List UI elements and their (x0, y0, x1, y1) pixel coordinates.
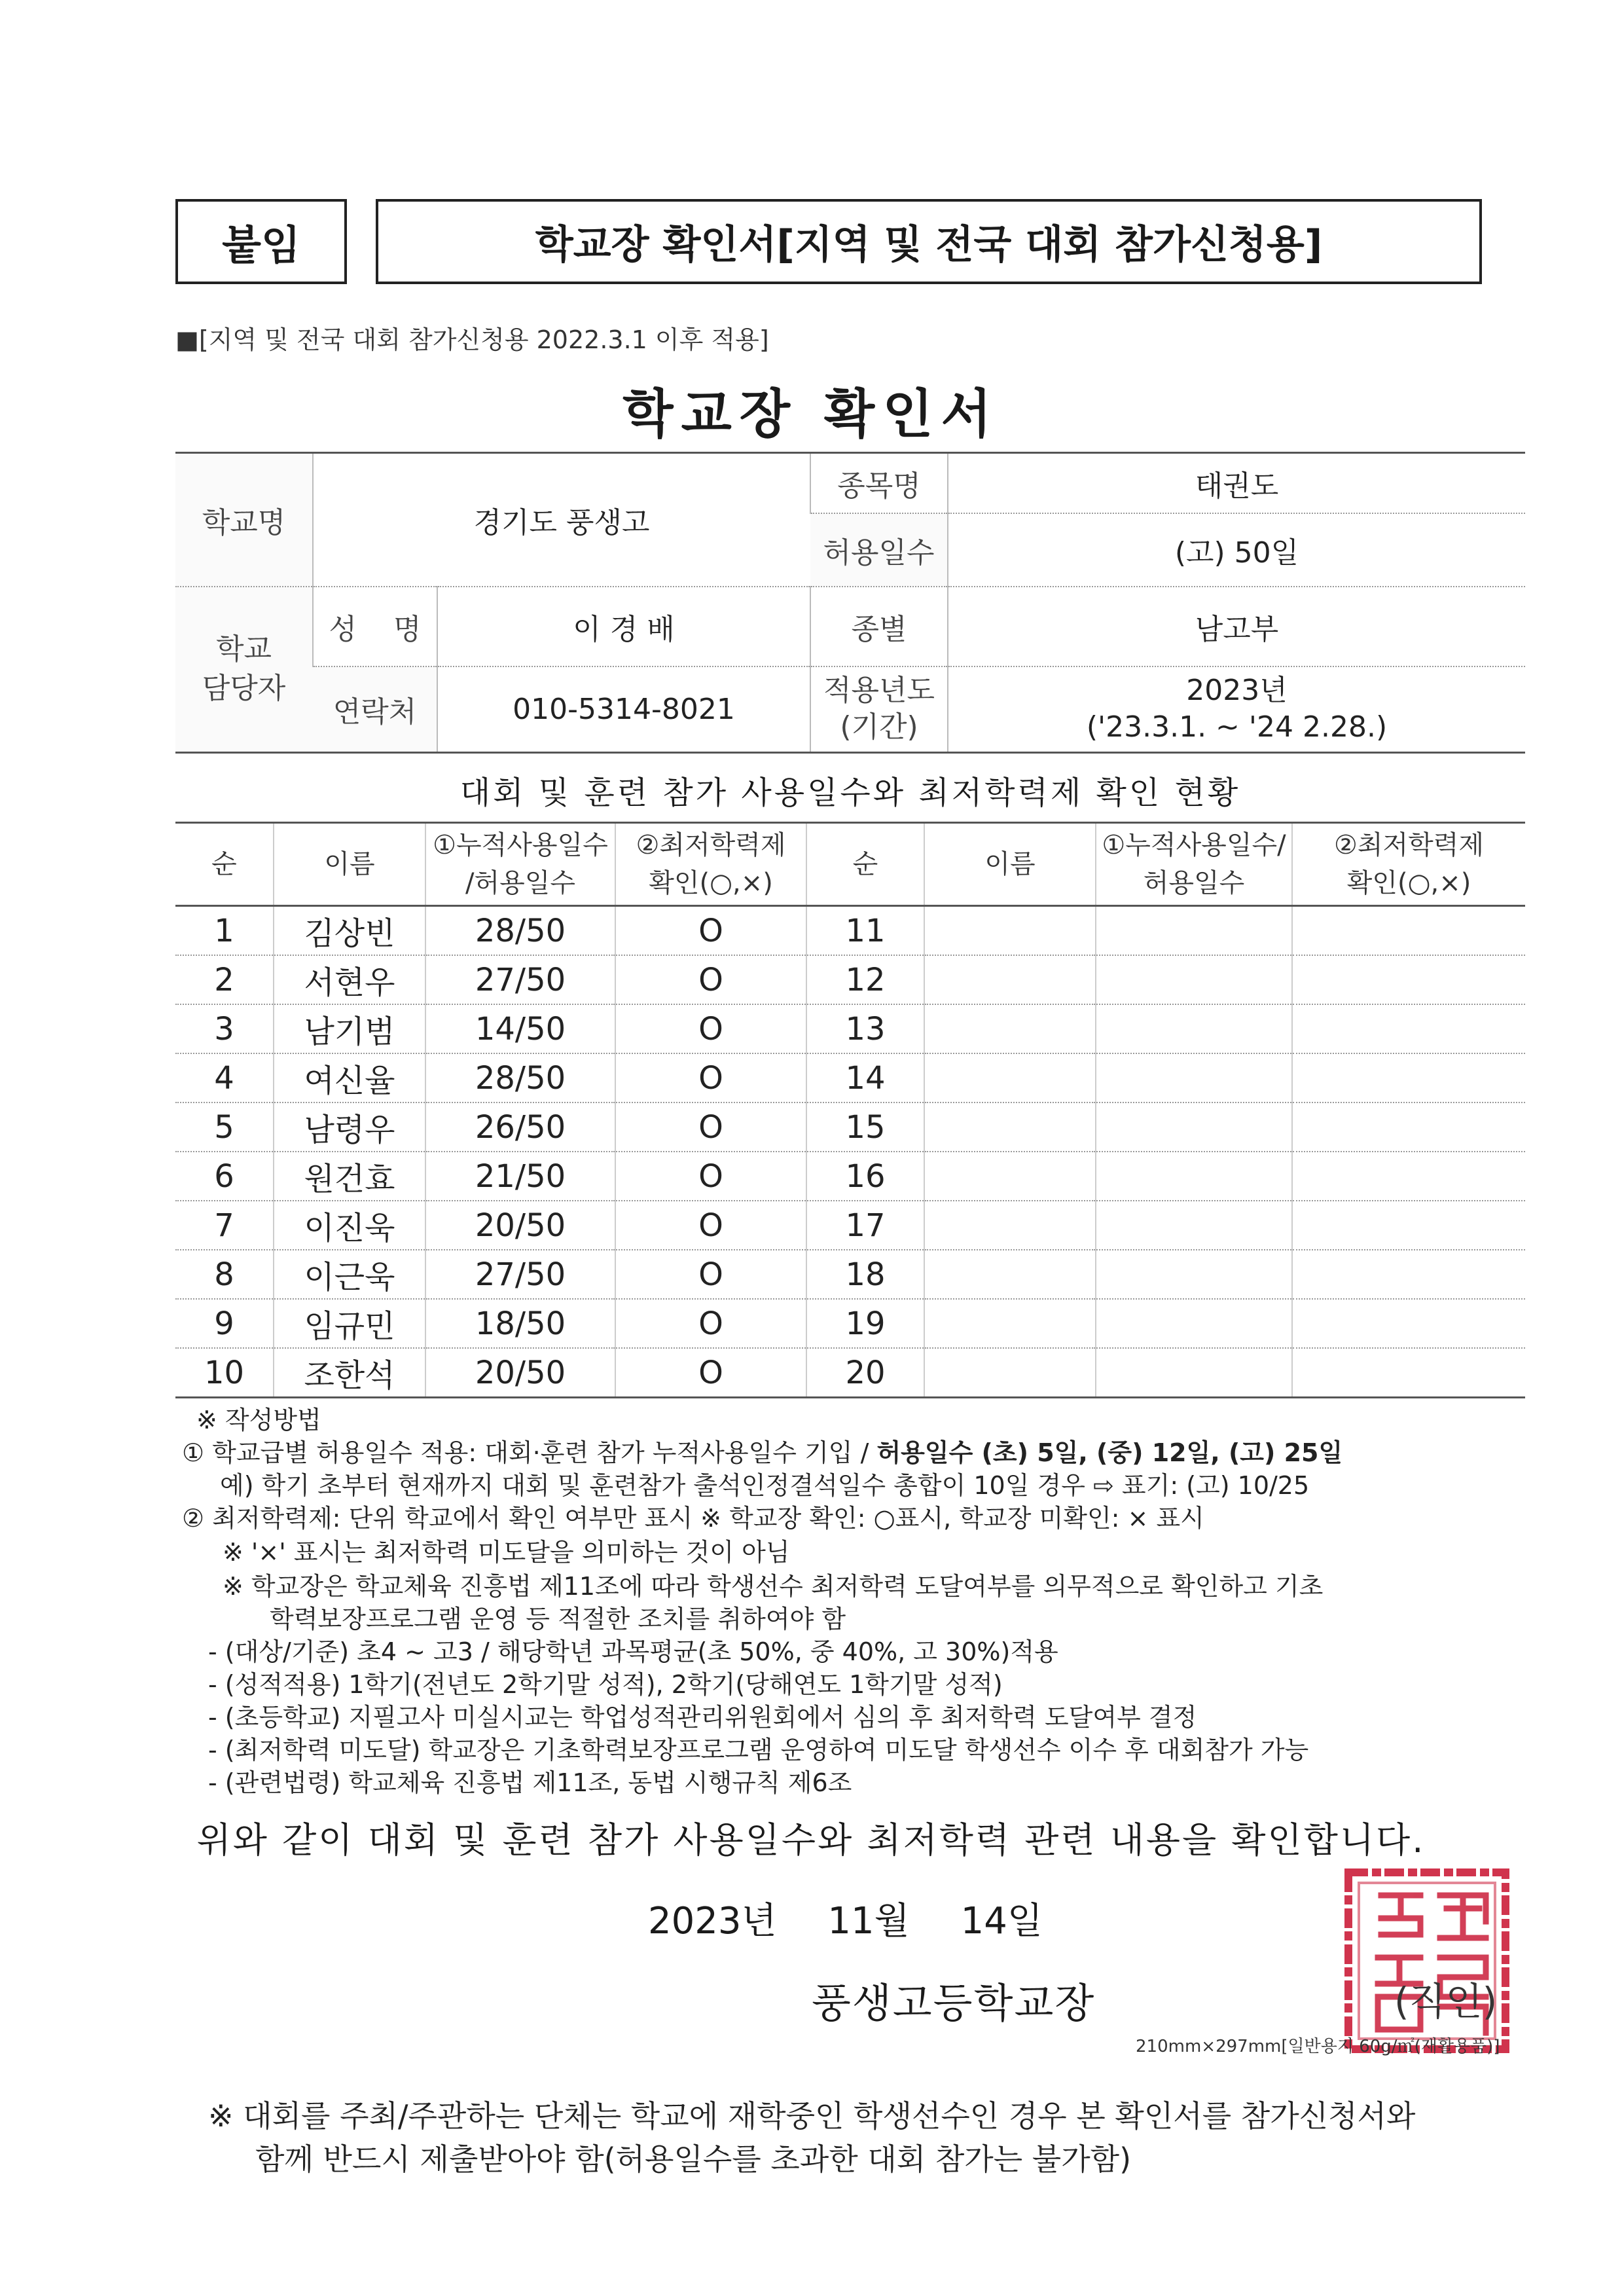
row-usage: 27/50 (425, 1250, 615, 1299)
col-usage: ①누적사용일수 /허용일수 (425, 824, 615, 906)
row-name-2 (924, 1348, 1096, 1398)
year-value: 2023년 ('23.3.1. ~ '24 2.28.) (948, 666, 1525, 753)
seal-label: (직인) (1394, 1979, 1498, 2024)
row-no: 2 (175, 955, 274, 1004)
col-name: 이름 (274, 824, 425, 906)
row-check-2 (1292, 1348, 1525, 1398)
submission-note-line-1: ※ 대회를 주최/주관하는 단체는 학교에 재학중인 학생선수인 경우 본 확인서를 참가신청서와 (208, 2098, 1416, 2134)
row-usage-2 (1096, 1299, 1292, 1348)
row-no: 1 (175, 906, 274, 956)
row-no: 5 (175, 1102, 274, 1152)
row-usage-2 (1096, 1201, 1292, 1250)
row-check: O (615, 906, 806, 956)
row-name-2 (924, 1201, 1096, 1250)
phone-value: 010-5314-8021 (437, 666, 810, 753)
document-header-title: 학교장 확인서[지역 및 전국 대회 참가신청용] (376, 199, 1482, 284)
table-row (175, 1102, 1525, 1152)
table-row (175, 1004, 1525, 1053)
row-usage: 21/50 (425, 1152, 615, 1201)
phone-label: 연락처 (313, 666, 437, 753)
school-value: 경기도 풍생고 (313, 453, 810, 587)
row-no-2: 19 (806, 1299, 924, 1348)
row-usage-2 (1096, 1102, 1292, 1152)
table-row (175, 906, 1525, 956)
row-name-2 (924, 1250, 1096, 1299)
paper-size-note: 210mm×297mm[일반용지 60g/㎡(재활용품)] (1136, 2037, 1500, 2056)
note-1-example: 예) 학기 초부터 현재까지 대회 및 훈련참가 출석인정결석일수 총합이 10일 경우 ⇨ 표기: (고) 10/25 (220, 1471, 1310, 1500)
allowed-days-label: 허용일수 (810, 513, 948, 587)
row-no: 9 (175, 1299, 274, 1348)
attachment-label: 붙임 (175, 199, 347, 284)
row-usage: 20/50 (425, 1201, 615, 1250)
notes-heading: ※ 작성방법 (196, 1406, 321, 1434)
row-name-2 (924, 906, 1096, 956)
name-value: 이 경 배 (437, 587, 810, 666)
row-name-2 (924, 1053, 1096, 1102)
row-check-2 (1292, 1102, 1525, 1152)
row-name-2 (924, 1004, 1096, 1053)
table-row (175, 1348, 1525, 1398)
row-no: 10 (175, 1348, 274, 1398)
row-name: 남령우 (274, 1102, 425, 1152)
row-name: 김상빈 (274, 906, 425, 956)
category-value: 남고부 (948, 587, 1525, 666)
row-check: O (615, 1004, 806, 1053)
row-name-2 (924, 955, 1096, 1004)
row-check-2 (1292, 1053, 1525, 1102)
row-usage-2 (1096, 1152, 1292, 1201)
detail-1: - (대상/기준) 초4 ~ 고3 / 해당학년 과목평균(초 50%, 중 40%, 고 30%)적용 (208, 1637, 1058, 1666)
detail-4: - (최저학력 미도달) 학교장은 기초학력보장프로그램 운영하여 미도달 학생선수 이수 후 대회참가 가능 (208, 1736, 1309, 1764)
row-check: O (615, 1102, 806, 1152)
row-usage-2 (1096, 1348, 1292, 1398)
row-usage: 14/50 (425, 1004, 615, 1053)
row-name: 원건효 (274, 1152, 425, 1201)
row-no-2: 15 (806, 1102, 924, 1152)
row-check: O (615, 1250, 806, 1299)
sport-value: 태권도 (948, 453, 1525, 513)
row-no: 3 (175, 1004, 274, 1053)
row-no: 7 (175, 1201, 274, 1250)
detail-2: - (성적적용) 1학기(전년도 2학기말 성적), 2학기(당해연도 1학기말 성적) (208, 1670, 1003, 1699)
row-name: 임규민 (274, 1299, 425, 1348)
row-name: 이근욱 (274, 1250, 425, 1299)
col-check-2: ②최저학력제 확인(○,×) (1292, 824, 1525, 906)
row-usage: 18/50 (425, 1299, 615, 1348)
detail-5: - (관련법령) 학교체육 진흥법 제11조, 동법 시행규칙 제6조 (208, 1768, 852, 1797)
row-check: O (615, 1299, 806, 1348)
row-name: 이진욱 (274, 1201, 425, 1250)
row-usage: 27/50 (425, 955, 615, 1004)
row-check-2 (1292, 1004, 1525, 1053)
row-no-2: 13 (806, 1004, 924, 1053)
row-name-2 (924, 1299, 1096, 1348)
row-usage-2 (1096, 955, 1292, 1004)
col-no: 순 (175, 824, 274, 906)
student-status-table (175, 824, 1525, 1398)
note-2-x: ※ '×' 표시는 최저학력 미도달을 의미하는 것이 아님 (223, 1538, 790, 1567)
row-no-2: 17 (806, 1201, 924, 1250)
table-row (175, 1201, 1525, 1250)
row-no: 4 (175, 1053, 274, 1102)
note-2-law-2: 학력보장프로그램 운영 등 적절한 조치를 취하여야 함 (270, 1605, 846, 1633)
detail-3: - (초등학교) 지필고사 미실시교는 학업성적관리위원회에서 심의 후 최저학력 도달여부 결정 (208, 1703, 1197, 1732)
table-header-row (175, 824, 1525, 906)
principal-signature: 풍생고등학교장 (812, 1979, 1096, 2027)
row-check: O (615, 955, 806, 1004)
row-check-2 (1292, 955, 1525, 1004)
col-no-2: 순 (806, 824, 924, 906)
row-name: 서현우 (274, 955, 425, 1004)
confirmation-statement: 위와 같이 대회 및 훈련 참가 사용일수와 최저학력 관련 내용을 확인합니다. (196, 1819, 1426, 1861)
row-no-2: 14 (806, 1053, 924, 1102)
col-name-2: 이름 (924, 824, 1096, 906)
row-no-2: 12 (806, 955, 924, 1004)
row-check: O (615, 1348, 806, 1398)
row-check-2 (1292, 1299, 1525, 1348)
applicability-note: ■[지역 및 전국 대회 참가신청용 2022.3.1 이후 적용] (175, 325, 769, 354)
table-row (175, 1053, 1525, 1102)
row-name-2 (924, 1102, 1096, 1152)
row-no-2: 16 (806, 1152, 924, 1201)
allowed-days-value: (고) 50일 (948, 513, 1525, 587)
row-check-2 (1292, 1250, 1525, 1299)
row-name: 여신율 (274, 1053, 425, 1102)
row-usage-2 (1096, 1053, 1292, 1102)
issue-date: 2023년 11월 14일 (648, 1900, 1043, 1942)
table-row (175, 1250, 1525, 1299)
row-no: 8 (175, 1250, 274, 1299)
row-check: O (615, 1053, 806, 1102)
row-check: O (615, 1152, 806, 1201)
submission-note-line-2: 함께 반드시 제출받아야 함(허용일수를 초과한 대회 참가는 불가함) (255, 2141, 1132, 2177)
row-no-2: 11 (806, 906, 924, 956)
note-1-text: ① 학교급별 허용일수 적용: 대회·훈련 참가 누적사용일수 기입 / (182, 1438, 877, 1467)
row-usage: 28/50 (425, 906, 615, 956)
school-info-table (175, 452, 1525, 754)
row-name-2 (924, 1152, 1096, 1201)
page-title: 학교장 확인서 (622, 384, 1000, 445)
school-label: 학교명 (175, 453, 313, 587)
row-usage: 26/50 (425, 1102, 615, 1152)
row-name: 조한석 (274, 1348, 425, 1398)
row-usage-2 (1096, 906, 1292, 956)
row-usage: 20/50 (425, 1348, 615, 1398)
row-no-2: 20 (806, 1348, 924, 1398)
category-label: 종별 (810, 587, 948, 666)
status-heading: 대회 및 훈련 참가 사용일수와 최저학력제 확인 현황 (175, 758, 1525, 824)
row-check: O (615, 1201, 806, 1250)
contact-person-label: 학교 담당자 (175, 587, 313, 753)
official-seal-icon (1342, 1866, 1512, 2056)
name-label: 성 명 (313, 587, 437, 666)
table-row (175, 1299, 1525, 1348)
row-check-2 (1292, 906, 1525, 956)
col-check: ②최저학력제 확인(○,×) (615, 824, 806, 906)
row-usage-2 (1096, 1004, 1292, 1053)
sport-label: 종목명 (810, 453, 948, 513)
row-usage: 28/50 (425, 1053, 615, 1102)
year-label: 적용년도 (기간) (810, 666, 948, 753)
row-check-2 (1292, 1152, 1525, 1201)
row-name: 남기범 (274, 1004, 425, 1053)
row-usage-2 (1096, 1250, 1292, 1299)
note-2-law-1: ※ 학교장은 학교체육 진흥법 제11조에 따라 학생선수 최저학력 도달여부를 의무적으로 확인하고 기초 (223, 1572, 1324, 1601)
table-row (175, 955, 1525, 1004)
row-no-2: 18 (806, 1250, 924, 1299)
table-row (175, 1152, 1525, 1201)
row-check-2 (1292, 1201, 1525, 1250)
col-usage-2: ①누적사용일수/ 허용일수 (1096, 824, 1292, 906)
note-1-allowed-days: 허용일수 (초) 5일, (중) 12일, (고) 25일 (876, 1438, 1343, 1467)
note-2: ② 최저학력제: 단위 학교에서 확인 여부만 표시 ※ 학교장 확인: ○표시, 학교장 미확인: × 표시 (182, 1504, 1204, 1533)
row-no: 6 (175, 1152, 274, 1201)
note-1 (182, 1432, 1343, 1468)
